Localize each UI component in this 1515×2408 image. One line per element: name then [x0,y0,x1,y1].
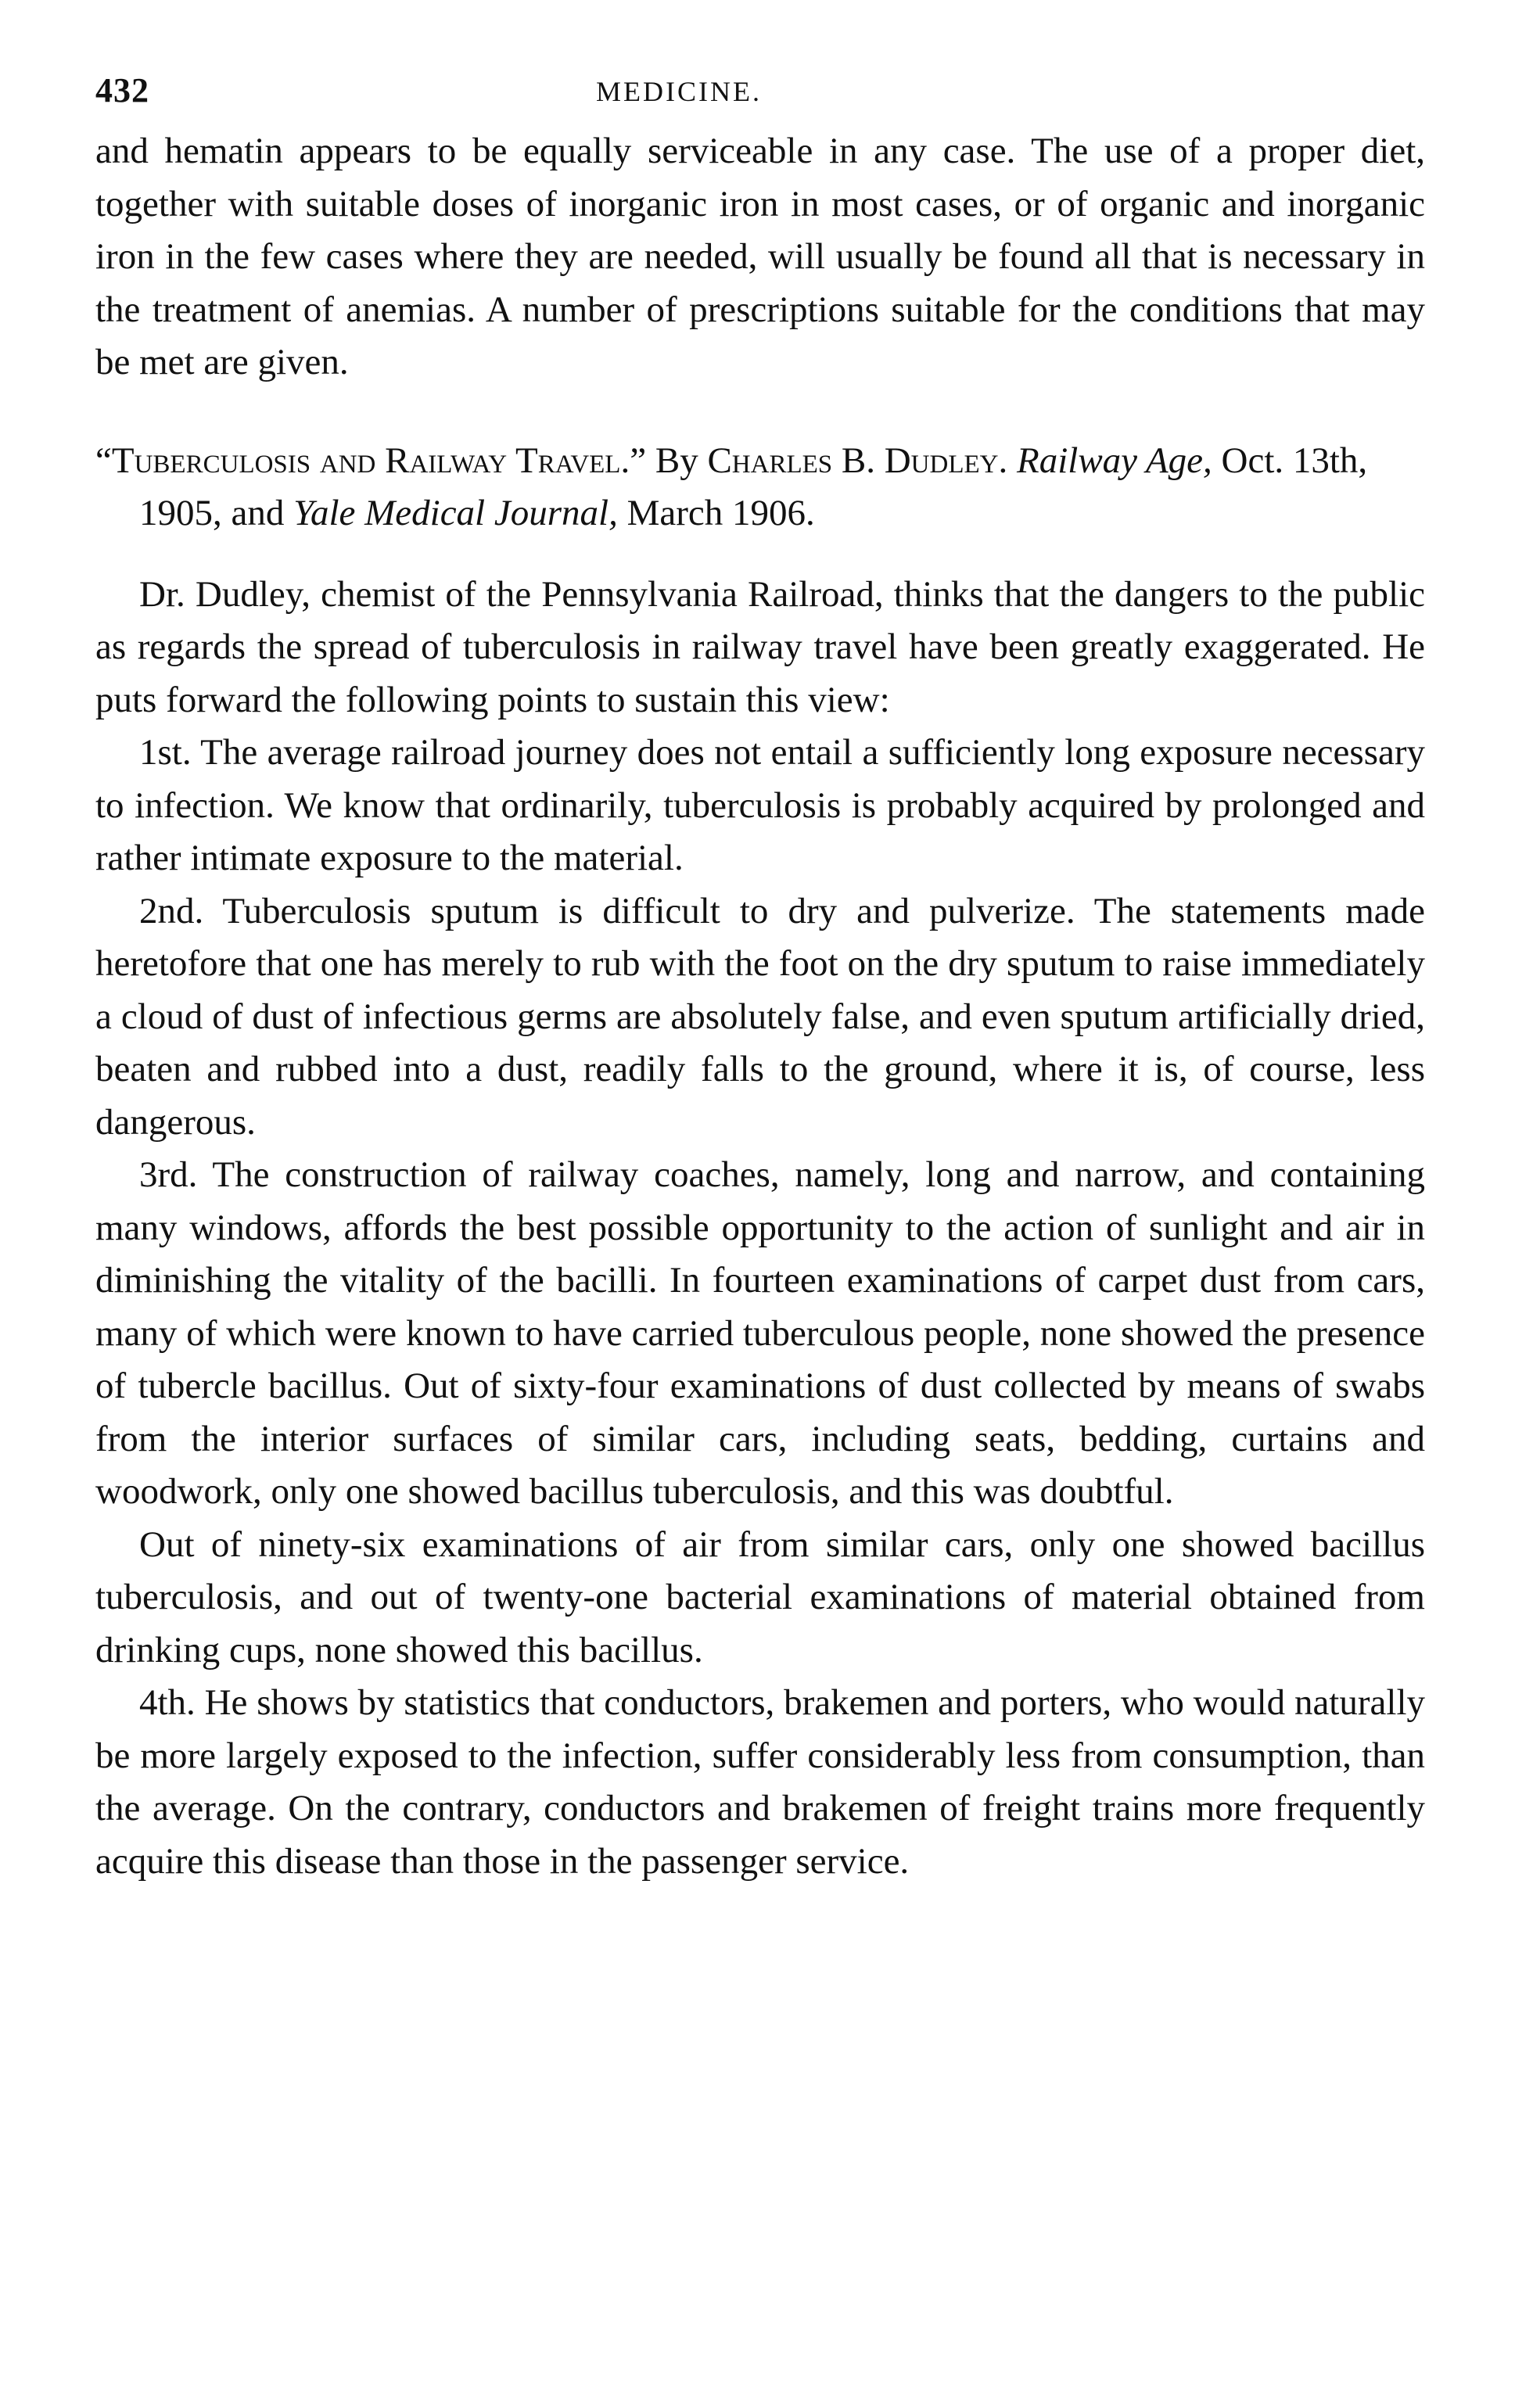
article-citation [95,435,1425,540]
citation-date-1: Oct. 13th, 1905, and [139,440,1368,533]
running-title: MEDICINE. [596,76,762,107]
citation-by: By [646,440,708,481]
citation-close-quote: ” [630,440,647,481]
document-page [95,70,1425,1888]
citation-journal-2: Yale Medical Journal, [293,493,618,533]
paragraph-air-examinations: Out of ninety-six examinations of air from similar cars, only one showed bacillus tuberculosis, and out of twenty-one bacterial examinations of material obtained from drinking cups, none showed this bacillus. [95,1523,1425,1671]
citation-title: Tuberculosis and Railway Travel. [111,440,630,481]
body-text [95,125,1425,1888]
paragraph-point-2: 2nd. Tuberculosis sputum is difficult to dry and pulverize. The statements made heretofore that one has merely to rub with the foot on the dry sputum to raise immediately a cloud of dust of infectious germs are absolutely false, and even sputum artificially dried, beaten and rubbed into a dust, readily falls to the ground, where it is, of course, less dangerous. [95,890,1425,1143]
paragraph-point-1: 1st. The average railroad journey does not entail a sufficiently long exposure necessary to infection. We know that ordinarily, tuberculosis is probably acquired by prolonged and rather intimate exposure to the material. [95,732,1425,878]
citation-open-quote: “ [95,440,112,481]
paragraph-point-3: 3rd. The construction of railway coaches, namely, long and narrow, and containing many windows, affords the best possible opportunity to the action of sunlight and air in diminishing the vitality of the bacilli. In fourteen examinations of carpet dust from cars, many of which were known to have carried tuberculous people, none showed the presence of tubercle bacillus. Out of sixty-four examinations of dust collected by means of swabs from the interior surfaces of similar cars, including seats, bedding, curtains and woodwork, only one showed bacillus tuberculosis, and this was doubtful. [95,1154,1425,1512]
paragraph-point-4: 4th. He shows by statistics that conductors, brakemen and porters, who would naturally be more largely exposed to the infection, suffer considerably less from consumption, than the average. On the contrary, conductors and brakemen of freight trains more frequently acquire this disease than those in the passenger service. [95,1682,1425,1882]
page-number: 432 [95,71,149,109]
citation-author: Charles B. Dudley. [707,440,1008,481]
paragraph-intro: Dr. Dudley, chemist of the Pennsylvania Railroad, thinks that the dangers to the public as regards the spread of tuberculosis in railway travel have been greatly exaggerated. He puts forward the following points to sustain this view: [95,573,1425,720]
citation-date-2: March 1906. [617,493,815,533]
paragraph-continued: and hematin appears to be equally serviceable in any case. The use of a proper diet, together with suitable doses of inorganic iron in most cases, or of organic and inorganic iron in the few cases where they are needed, will usually be found all that is necessary in the treatment of anemias. A number of prescriptions suitable for the conditions that may be met are given. [95,131,1425,382]
citation-journal-1: Railway Age, [1017,440,1212,481]
running-head [95,70,1425,125]
